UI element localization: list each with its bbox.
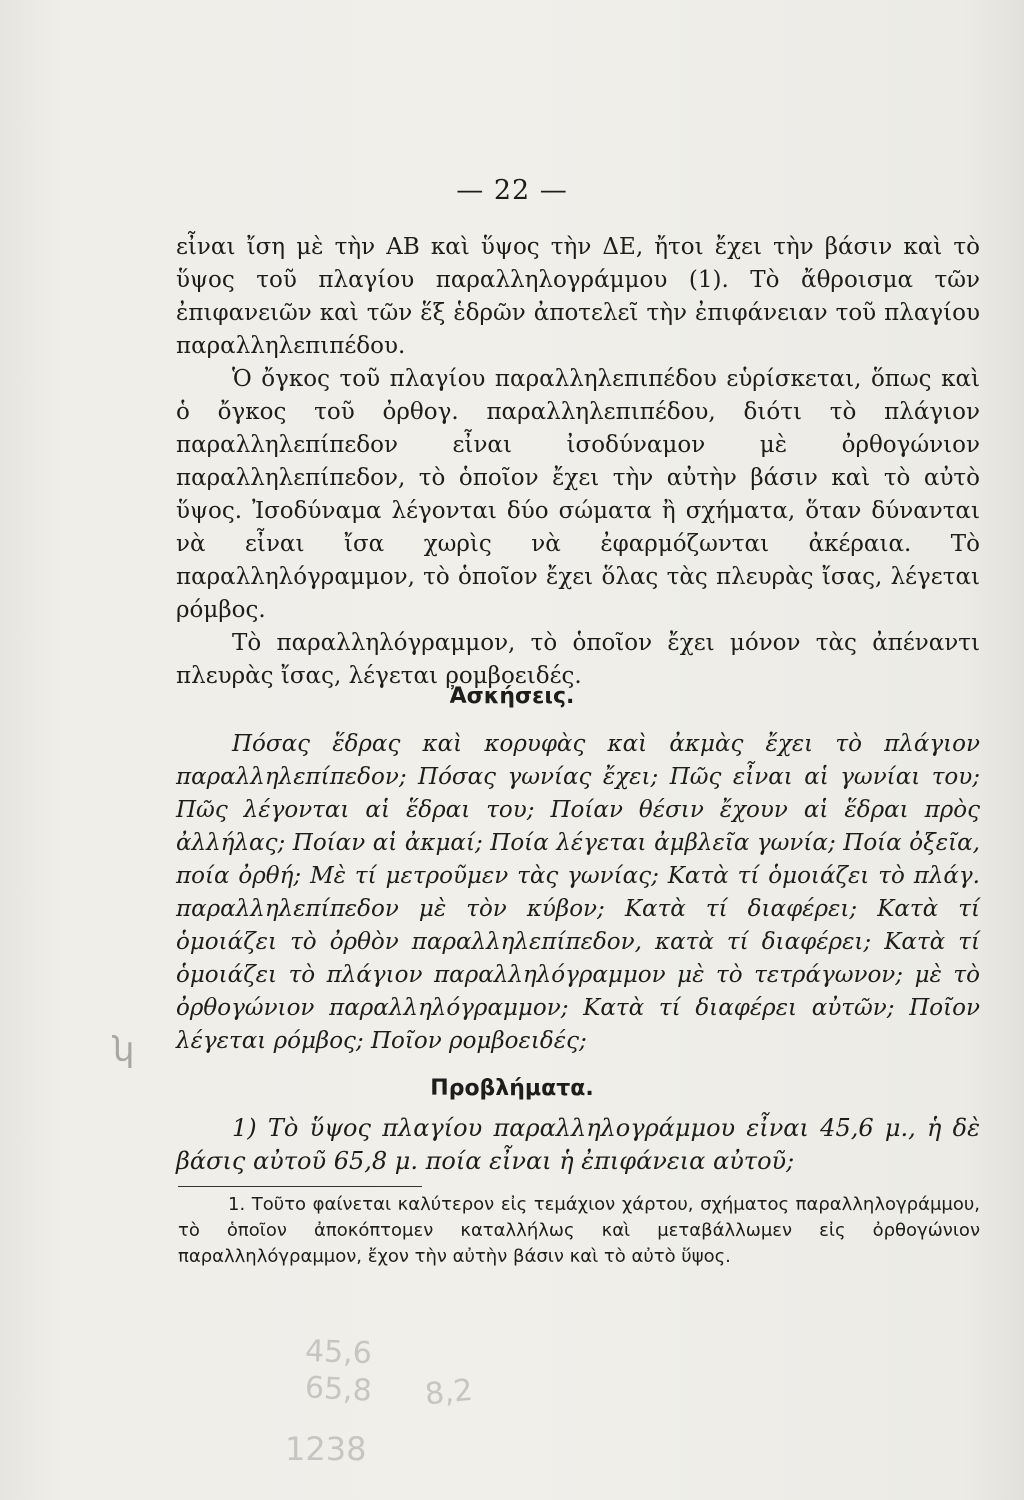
body-paragraph-1: εἶναι ἴση μὲ τὴν ΑΒ καὶ ὕψος τὴν ΔΕ, ἤτοι ἔχει τὴν βάσιν καὶ τὸ ὕψος τοῦ πλαγίου παραλληλογράμμου (1). Τὸ ἄθροισμα τῶν ἐπιφανειῶν καὶ τῶν ἕξ ἑδρῶν ἀποτελεῖ τὴν ἐπιφάνειαν τοῦ πλαγίου παραλληλεπιπέδου. bbox=[176, 234, 980, 359]
footnote-text: 1. Τοῦτο φαίνεται καλύτερον εἰς τεμάχιον χάρτου, σχήματος παραλληλογράμμου, τὸ ὁποῖον ἀποκόπτομεν καταλλήλως καὶ μεταβάλλωμεν εἰς ὀρθογώνιον παραλληλόγραμμον, ἔχον τὴν αὐτὴν βάσιν καὶ τὸ αὐτὸ ὕψος. bbox=[178, 1194, 980, 1267]
exercises-heading: Ἀσκήσεις. bbox=[449, 684, 575, 709]
margin-pencil-mark: ʮ bbox=[112, 1030, 135, 1070]
problems-section bbox=[176, 1112, 980, 1178]
problem-1: 1) Τὸ ὕψος πλαγίου παραλληλογράμμου εἶναι 45,6 μ., ἡ δὲ βάσις αὐτοῦ 65,8 μ. ποία εἶναι ἡ ἐπιφάνεια αὐτοῦ; bbox=[176, 1114, 980, 1175]
body-paragraph-2: Ὁ ὄγκος τοῦ πλαγίου παραλληλεπιπέδου εὑρίσκεται, ὅπως καὶ ὁ ὄγκος τοῦ ὀρθογ. παραλληλεπιπέδου, διότι τὸ πλάγιον παραλληλεπίπεδον εἶναι ἰσοδύναμον μὲ ὀρθογώνιον παραλληλεπίπεδον, τὸ ὁποῖον ἔχει τὴν αὐτὴν βάσιν καὶ τὸ αὐτὸ ὕψος. Ἰσοδύναμα λέγονται δύο σώματα ἢ σχήματα, ὅταν δύνανται νὰ εἶναι ἴσα χωρὶς νὰ ἐφαρμόζωνται ἀκέραια. Τὸ παραλληλόγραμμον, τὸ ὁποῖον ἔχει ὅλας τὰς πλευρὰς ἴσας, λέγεται ρόμβος. bbox=[176, 366, 980, 623]
footnote bbox=[178, 1192, 980, 1270]
body-paragraph-3: Τὸ παραλληλόγραμμον, τὸ ὁποῖον ἔχει μόνον τὰς ἀπέναντι πλευρὰς ἴσας, λέγεται ρομβοειδές. bbox=[176, 630, 980, 689]
page-number: — 22 — bbox=[456, 175, 568, 206]
footnote-divider bbox=[178, 1186, 422, 1187]
exercises-section bbox=[176, 728, 980, 1058]
pencil-note-2: 65,8 bbox=[304, 1370, 373, 1409]
pencil-note-4: 1238 bbox=[285, 1430, 367, 1468]
pencil-note-1: 45,6 bbox=[304, 1333, 373, 1372]
pencil-note-3: 8,2 bbox=[423, 1372, 475, 1413]
exercises-text: Πόσας ἕδρας καὶ κορυφὰς καὶ ἀκμὰς ἔχει τὸ πλάγιον παραλληλεπίπεδον; Πόσας γωνίας ἔχει; Πῶς εἶναι αἱ γωνίαι του; Πῶς λέγονται αἱ ἕδραι του; Ποίαν θέσιν ἔχουν αἱ ἕδραι πρὸς ἀλλήλας; Ποίαν αἱ ἀκμαί; Ποία λέγεται ἀμβλεῖα γωνία; Ποία ὀξεῖα, ποία ὀρθή; Μὲ τί μετροῦμεν τὰς γωνίας; Κατὰ τί ὁμοιάζει τὸ πλάγ. παραλληλεπίπεδον μὲ τὸν κύβον; Κατὰ τί διαφέρει; Κατὰ τί ὁμοιάζει τὸ ὀρθὸν παραλληλεπίπεδον, κατὰ τί διαφέρει; Κατὰ τί ὁμοιάζει τὸ πλάγιον παραλληλόγραμμον μὲ τὸ τετράγωνον; μὲ τὸ ὀρθογώνιον παραλληλόγραμμον; Κατὰ τί διαφέρει αὐτῶν; Ποῖον λέγεται ρόμβος; Ποῖον ρομβοειδές; bbox=[176, 731, 980, 1054]
body-text bbox=[176, 231, 980, 693]
problems-heading: Προβλήματα. bbox=[430, 1076, 594, 1101]
